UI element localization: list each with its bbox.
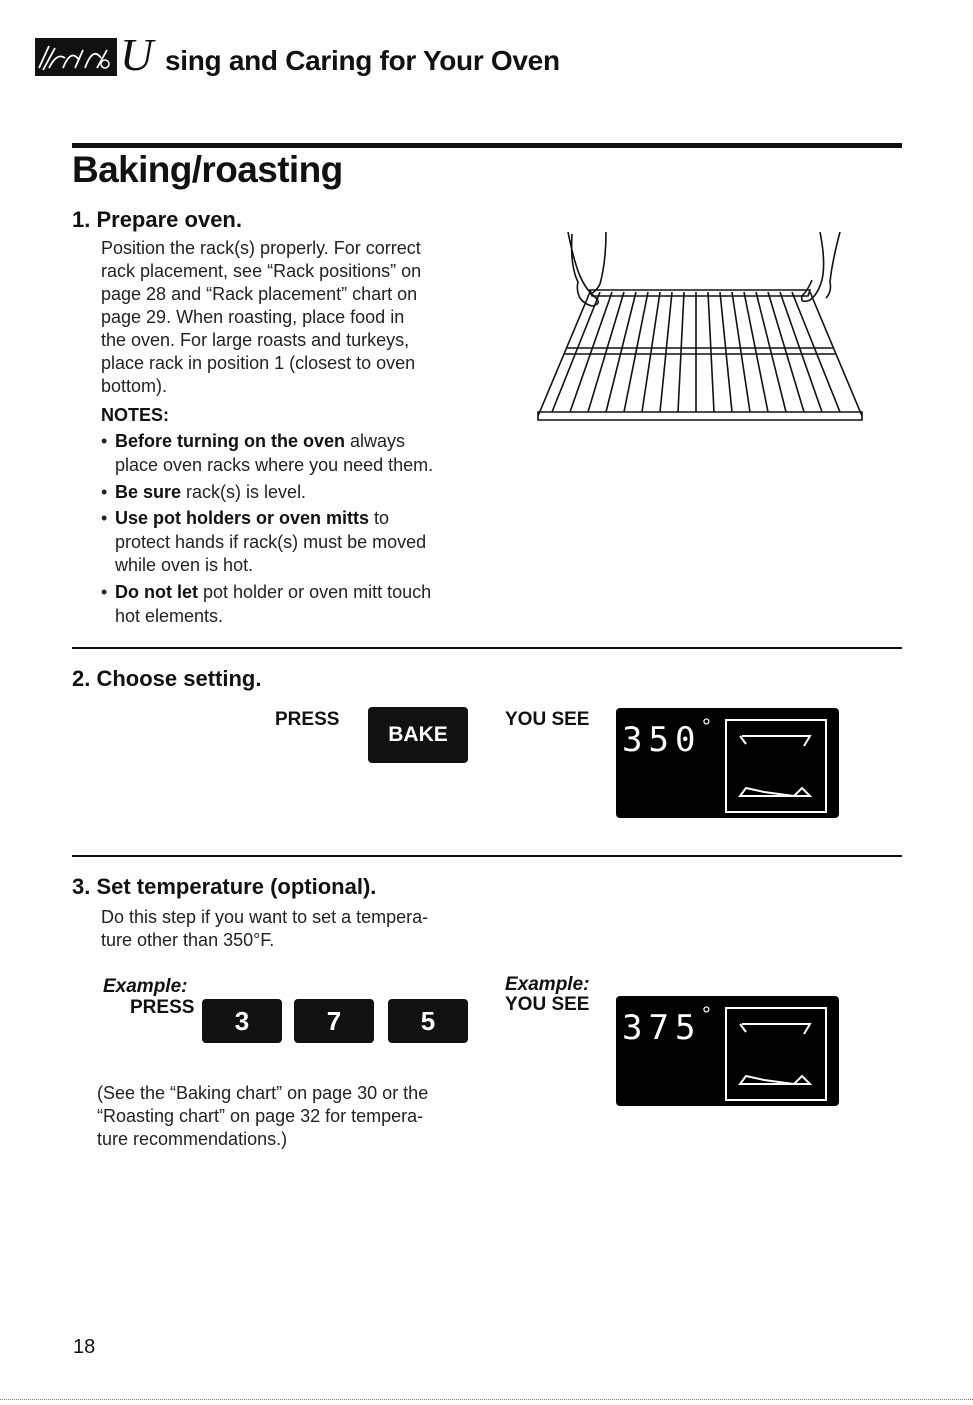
step1-line: page 28 and “Rack placement” chart on xyxy=(101,284,418,304)
note-bold: Use pot holders or oven mitts xyxy=(115,508,370,528)
step1-line: page 29. When roasting, place food in xyxy=(101,307,405,327)
header-logo-icon xyxy=(35,38,117,76)
key-5[interactable]: 5 xyxy=(388,999,468,1043)
press-label: PRESS xyxy=(275,709,340,730)
note-text: pot holder or oven mitt touch xyxy=(198,582,432,602)
press-label-3: PRESS xyxy=(130,997,195,1018)
note-text: place oven racks where you need them. xyxy=(115,454,434,475)
example-left: Example: xyxy=(103,976,188,997)
note-text: while oven is hot. xyxy=(115,555,254,575)
note-bullet: • Do not let pot holder or oven mitt touch hot elements. xyxy=(101,581,481,628)
divider xyxy=(72,647,902,649)
note-bullet: • Before turning on the oven always place oven racks where you need them. xyxy=(101,430,481,477)
header-title: sing and Caring for Your Oven xyxy=(165,45,560,76)
step3-footnote xyxy=(97,1082,497,1151)
step1-line: the oven. For large roasts and turkeys, xyxy=(101,330,410,350)
note-bold: Do not let xyxy=(115,582,198,602)
bake-key[interactable]: BAKE xyxy=(368,707,468,763)
page-number: 18 xyxy=(73,1336,96,1358)
note-bullet: • Use pot holders or oven mitts to protect hands if rack(s) must be moved while oven is hot. xyxy=(101,507,481,578)
note-bullet: • Be sure rack(s) is level. xyxy=(101,482,307,502)
footnote-line: ture recommendations.) xyxy=(97,1129,288,1149)
step3-line: ture other than 350°F. xyxy=(101,930,275,950)
display-temp: 350 xyxy=(622,720,702,760)
step1-line: Position the rack(s) properly. For correct xyxy=(101,238,421,258)
step3-line: Do this step if you want to set a tempera- xyxy=(101,907,429,927)
section-title: Baking/roasting xyxy=(72,149,343,190)
oven-cavity-icon xyxy=(724,718,828,814)
notes-label: NOTES: xyxy=(101,405,170,425)
example-right: Example: xyxy=(505,974,590,995)
divider xyxy=(72,855,902,857)
step1-heading: 1. Prepare oven. xyxy=(72,207,242,232)
note-text: always xyxy=(345,431,406,451)
note-text: rack(s) is level. xyxy=(181,482,307,502)
note-text: hot elements. xyxy=(115,605,224,626)
step1-paragraph xyxy=(101,237,481,398)
step1-line: place rack in position 1 (closest to oven xyxy=(101,353,416,373)
step1-line: bottom). xyxy=(101,376,168,396)
display-temp: 375 xyxy=(622,1008,702,1048)
step1-line: rack placement, see “Rack positions” on xyxy=(101,261,422,281)
footnote-line: “Roasting chart” on page 32 for tempera- xyxy=(97,1106,424,1126)
footnote-line: (See the “Baking chart” on page 30 or the xyxy=(97,1083,429,1103)
you-see-label: YOU SEE xyxy=(505,709,590,730)
display-degree: ° xyxy=(702,714,711,739)
key-3[interactable]: 3 xyxy=(202,999,282,1043)
step3-paragraph xyxy=(101,906,481,952)
header-initial: U xyxy=(120,29,154,80)
key-7[interactable]: 7 xyxy=(294,999,374,1043)
note-text: protect hands if rack(s) must be moved xyxy=(115,531,427,552)
note-bold: Be sure xyxy=(115,482,182,502)
you-see-label-3: YOU SEE xyxy=(505,994,590,1015)
page-bottom-edge xyxy=(0,1399,973,1400)
oven-rack-illustration xyxy=(530,232,870,428)
display-degree: ° xyxy=(702,1002,711,1027)
note-bold: Before turning on the oven xyxy=(115,431,346,451)
step2-heading: 2. Choose setting. xyxy=(72,666,262,691)
oven-display xyxy=(616,708,839,818)
step3-heading: 3. Set temperature (optional). xyxy=(72,874,377,899)
oven-cavity-icon xyxy=(724,1006,828,1102)
oven-display-375 xyxy=(616,996,839,1106)
note-text: to xyxy=(369,508,390,528)
